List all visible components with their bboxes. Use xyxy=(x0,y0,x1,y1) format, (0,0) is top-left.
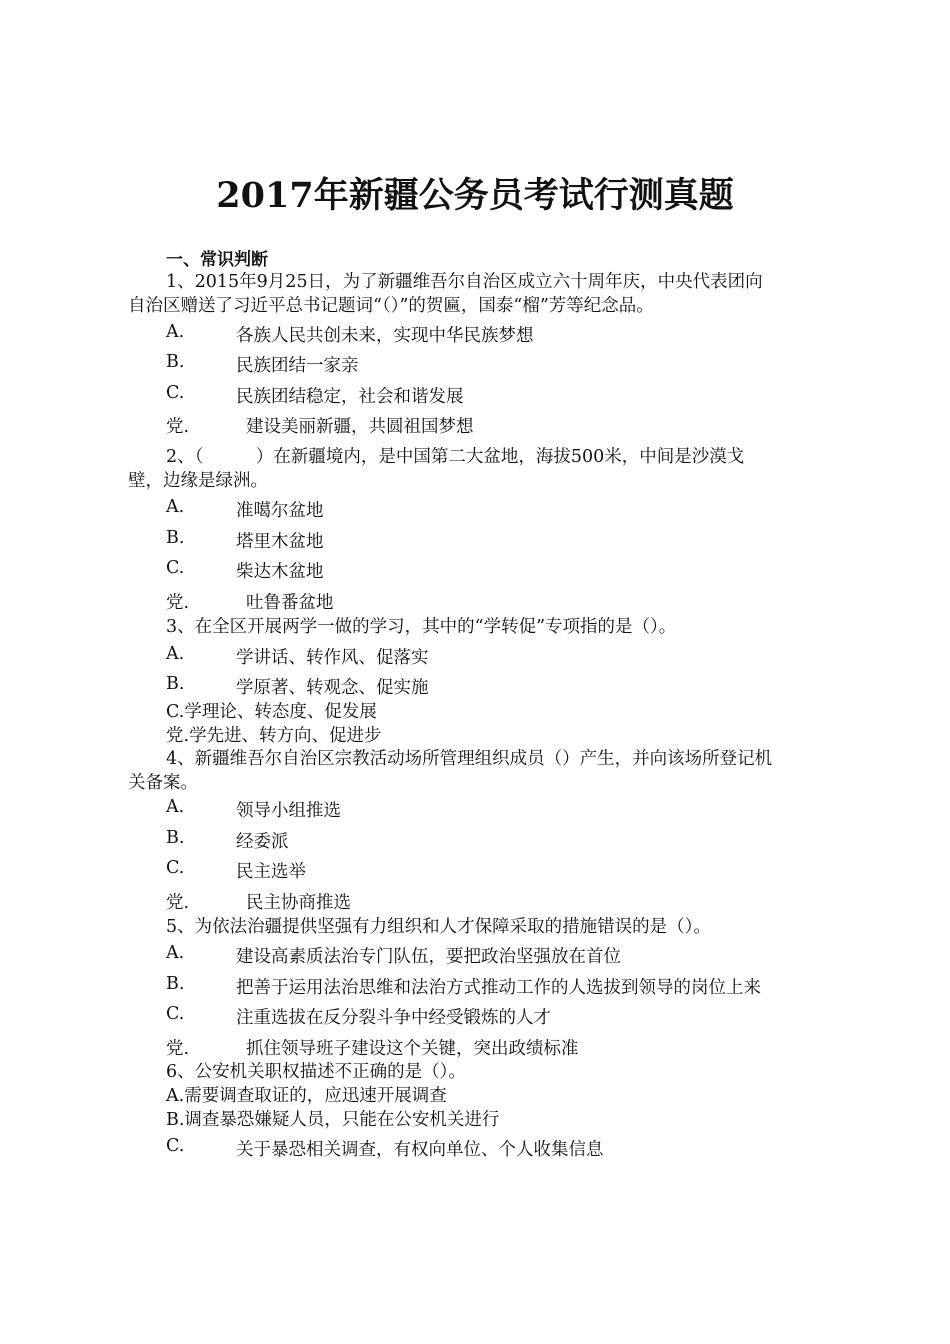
option-text: 民主选举 xyxy=(236,862,306,882)
option-letter: B. xyxy=(166,352,185,372)
option-letter: B. xyxy=(166,974,185,994)
question-2-line-1: 2、（ ）在新疆境内，是中国第二大盆地，海拔500米，中间是沙漠戈 xyxy=(166,447,745,467)
question-2-option-d xyxy=(166,589,334,614)
question-3-option-a xyxy=(166,644,429,668)
option-letter: B. xyxy=(166,674,185,694)
option-text: 准噶尔盆地 xyxy=(236,501,324,521)
question-4-option-d xyxy=(166,889,351,914)
option-letter: 党. xyxy=(166,593,190,613)
question-4-line-1: 4、新疆维吾尔自治区宗教活动场所管理组织成员（）产生，并向该场所登记机 xyxy=(166,749,773,769)
option-text: 各族人民共创未来，实现中华民族梦想 xyxy=(236,326,534,346)
question-2-line-2: 壁，边缘是绿洲。 xyxy=(128,471,268,491)
option-letter: 党. xyxy=(166,1039,190,1059)
question-3-option-b xyxy=(166,674,429,698)
question-4-option-c xyxy=(166,858,306,882)
option-text: 民主协商推选 xyxy=(246,893,351,913)
question-2-option-c xyxy=(166,558,324,582)
option-letter: A. xyxy=(166,644,185,664)
option-text: 民族团结一家亲 xyxy=(236,356,359,376)
option-text: 学原著、转观念、促实施 xyxy=(236,678,429,698)
option-letter: A. xyxy=(166,497,185,517)
question-6-option-a: A.需要调查取证的，应迅速开展调查 xyxy=(166,1086,447,1106)
option-text: 柴达木盆地 xyxy=(236,562,324,582)
option-text: 注重选拔在反分裂斗争中经受锻炼的人才 xyxy=(236,1008,551,1028)
option-text: 抓住领导班子建设这个关键，突出政绩标准 xyxy=(246,1039,579,1059)
question-6-option-b: B.调查暴恐嫌疑人员，只能在公安机关进行 xyxy=(166,1110,500,1130)
question-5-option-a xyxy=(166,943,621,967)
question-5-option-d xyxy=(166,1035,579,1060)
option-letter: 党. xyxy=(166,893,190,913)
option-text: 吐鲁番盆地 xyxy=(246,593,334,613)
option-letter: 党. xyxy=(166,417,190,437)
option-text: 经委派 xyxy=(236,832,289,852)
option-text: 塔里木盆地 xyxy=(236,532,324,552)
question-5-line-1: 5、为依法治疆提供坚强有力组织和人才保障采取的措施错误的是（）。 xyxy=(166,917,711,937)
question-6-line-1: 6、公安机关职权描述不正确的是（）。 xyxy=(166,1062,466,1082)
question-1-line-2: 自治区赠送了习近平总书记题词“（）”的贺匾，国泰“榴”芳等纪念品。 xyxy=(128,296,654,316)
option-text: 关于暴恐相关调查，有权向单位、个人收集信息 xyxy=(236,1140,604,1160)
question-3-line-1: 3、在全区开展两学一做的学习，其中的“学转促”专项指的是（）。 xyxy=(166,617,677,637)
question-3-option-d: 党.学先进、转方向、促进步 xyxy=(166,726,382,746)
option-letter: C. xyxy=(166,383,185,403)
question-1-option-b xyxy=(166,352,359,376)
option-letter: A. xyxy=(166,322,185,342)
question-1-option-a xyxy=(166,322,534,346)
question-3-option-c: C.学理论、转态度、促发展 xyxy=(166,702,377,722)
question-4-line-2: 关备案。 xyxy=(128,773,198,793)
question-2-option-a xyxy=(166,497,324,521)
option-letter: C. xyxy=(166,1136,185,1156)
option-text: 民族团结稳定，社会和谐发展 xyxy=(236,387,464,407)
option-text: 学讲话、转作风、促落实 xyxy=(236,648,429,668)
question-4-option-a xyxy=(166,797,341,821)
question-1-line-1: 1、2015年9月25日，为了新疆维吾尔自治区成立六十周年庆，中央代表团向 xyxy=(166,272,763,292)
option-text: 建设美丽新疆，共圆祖国梦想 xyxy=(246,417,474,437)
option-text: 把善于运用法治思维和法治方式推动工作的人选拔到领导的岗位上来 xyxy=(236,978,761,998)
question-6-option-c xyxy=(166,1136,604,1160)
question-5-option-b xyxy=(166,974,761,998)
option-letter: C. xyxy=(166,1004,185,1024)
question-5-option-c xyxy=(166,1004,551,1028)
option-letter: B. xyxy=(166,828,185,848)
question-4-option-b xyxy=(166,828,289,852)
section-heading: 一、常识判断 xyxy=(166,250,268,270)
option-text: 领导小组推选 xyxy=(236,801,341,821)
option-text: 建设高素质法治专门队伍，要把政治坚强放在首位 xyxy=(236,947,621,967)
page-title: 2017年新疆公务员考试行测真题 xyxy=(216,175,734,216)
question-2-option-b xyxy=(166,528,324,552)
option-letter: A. xyxy=(166,797,185,817)
option-letter: B. xyxy=(166,528,185,548)
option-letter: C. xyxy=(166,558,185,578)
question-1-option-d xyxy=(166,413,474,438)
question-1-option-c xyxy=(166,383,464,407)
option-letter: C. xyxy=(166,858,185,878)
option-letter: A. xyxy=(166,943,185,963)
